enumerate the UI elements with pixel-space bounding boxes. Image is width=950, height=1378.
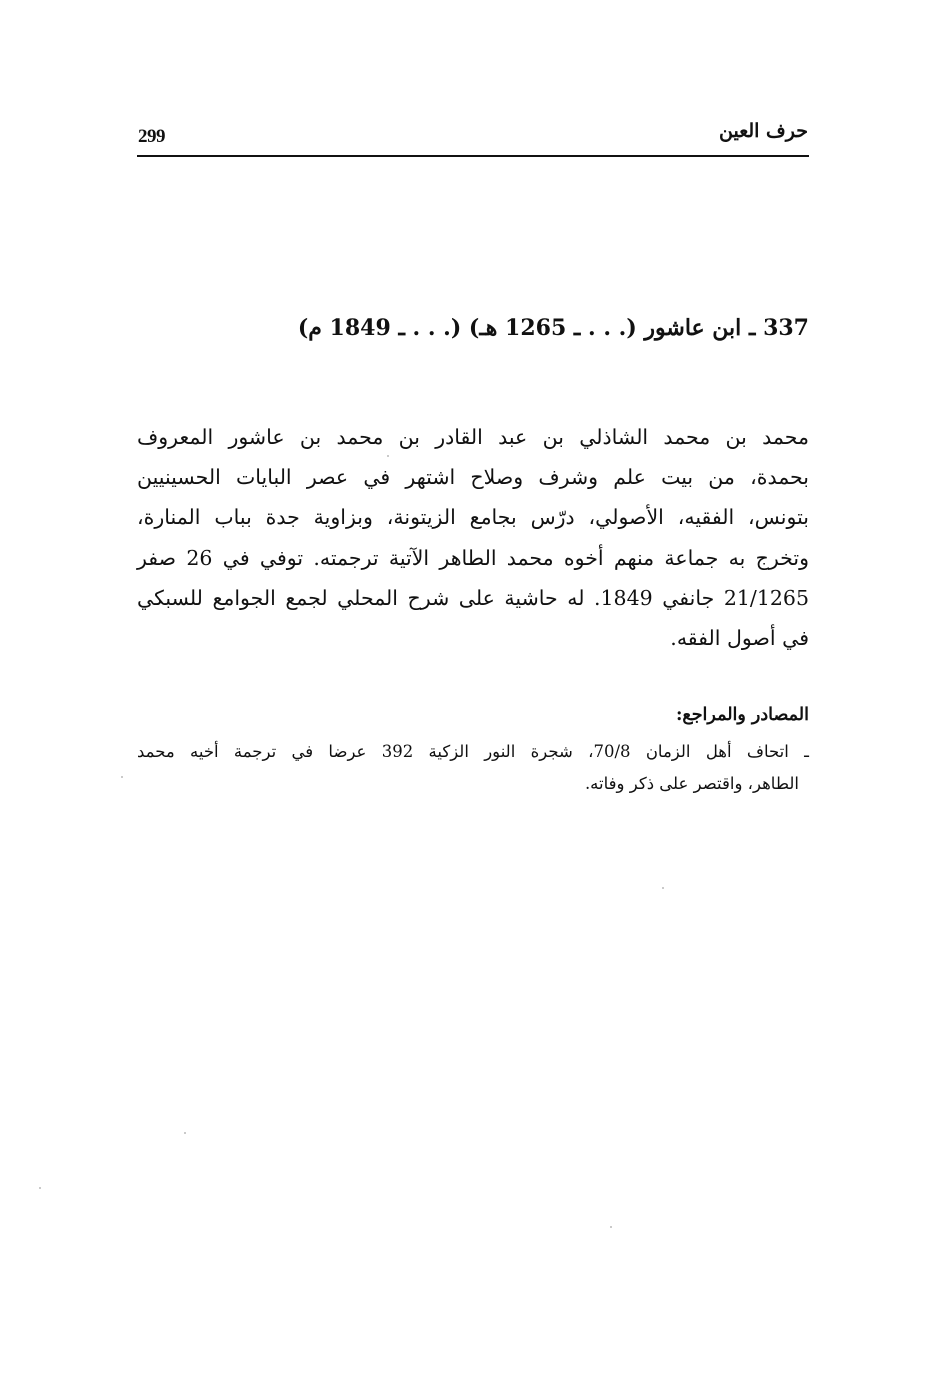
entry-body-line: محمد بن محمد الشاذلي بن عبد القادر بن محمد بن عاشور المعروف	[137, 425, 809, 449]
running-header-title: حرف العين	[719, 120, 808, 142]
sources-title: المصادر والمراجع:	[675, 705, 809, 725]
entry-heading: 337 ـ ابن عاشور (. . . ـ 1265 هـ) (. . . ـ 1849 م)	[297, 315, 809, 341]
scan-speck	[121, 776, 123, 778]
entry-body-line: بتونس، الفقيه، الأصولي، درّس بجامع الزيتونة، وبزاوية جدة بباب المنارة،	[137, 505, 809, 530]
sources-list	[137, 736, 809, 800]
entry-body	[137, 417, 809, 658]
entry-body-line: 21/1265 جانفي 1849. له حاشية على شرح المحلي لجمع الجوامع للسبكي	[137, 585, 810, 610]
entry-body-line: في أصول الفقه.	[670, 626, 809, 651]
source-item-line: الطاهر، واقتصر على ذكر وفاته.	[584, 774, 799, 793]
page-number: 299	[138, 126, 165, 147]
scan-speck	[184, 1132, 186, 1134]
entry-body-line: وتخرج به جماعة منهم أخوه محمد الطاهر الآتية ترجمته. توفي في 26 صفر	[137, 545, 810, 570]
entry-body-line: بحمدة، من بيت علم وشرف وصلاح اشتهر في عصر البايات الحسينيين	[137, 465, 809, 490]
scan-speck	[610, 1226, 612, 1228]
header-rule	[137, 155, 809, 157]
source-item-line: ـ اتحاف أهل الزمان 70/8، شجرة النور الزكية 392 عرضا في ترجمة أخيه محمد	[137, 742, 809, 761]
scan-speck	[662, 887, 664, 889]
scan-speck	[387, 455, 389, 457]
scan-speck	[39, 1187, 41, 1189]
